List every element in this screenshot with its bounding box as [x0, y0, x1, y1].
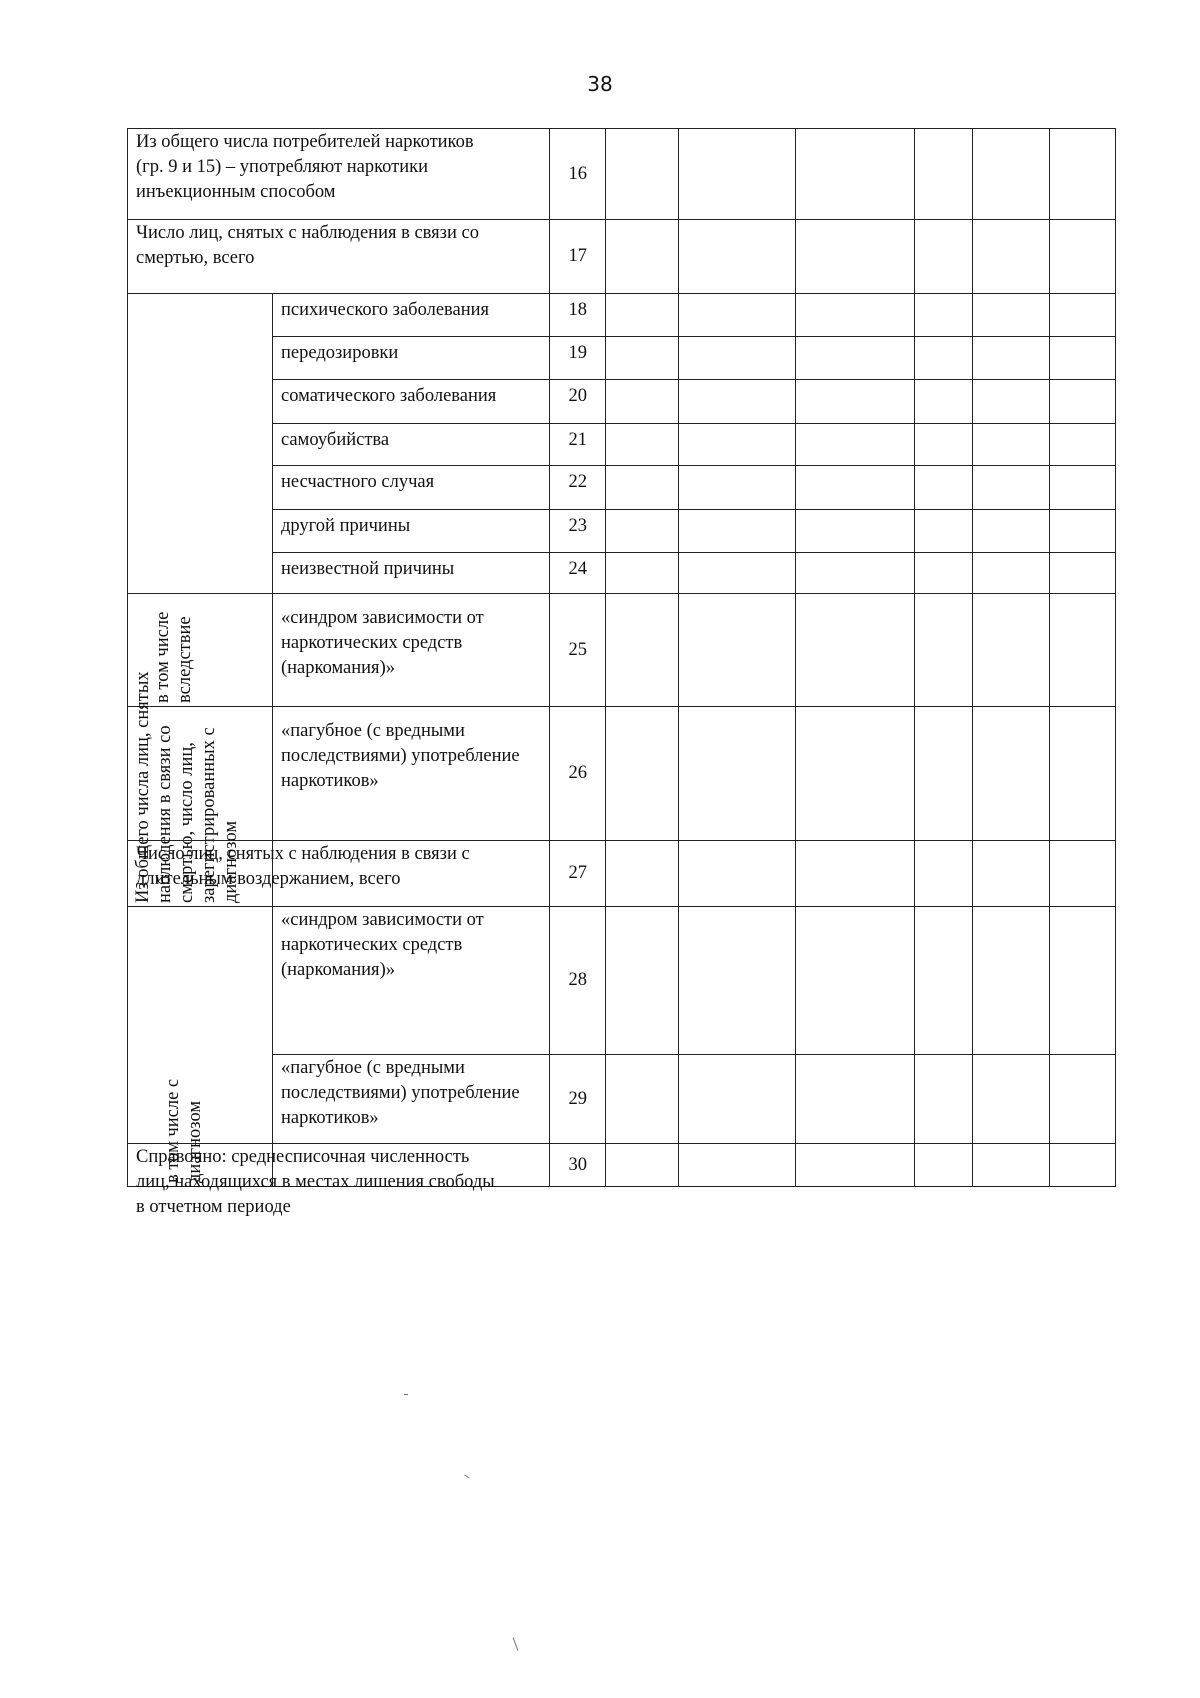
data-cell[interactable] — [795, 552, 915, 594]
group-label-line: смертью, число лиц, — [177, 742, 197, 903]
group-label-line: Из общего числа лиц, снятых — [133, 671, 153, 903]
data-cell[interactable] — [795, 465, 915, 510]
data-cell[interactable] — [605, 293, 679, 337]
data-cell[interactable] — [605, 906, 679, 1055]
row-label-line: последствиями) употребление — [281, 1083, 520, 1103]
data-cell[interactable] — [605, 1054, 679, 1144]
row-code — [549, 465, 606, 510]
data-cell[interactable] — [914, 706, 973, 841]
data-cell[interactable] — [795, 293, 915, 337]
group-label-line: в том числе с — [163, 1078, 183, 1183]
row-label-line: другой причины — [281, 516, 411, 536]
data-cell[interactable] — [972, 465, 1050, 510]
data-cell[interactable] — [795, 336, 915, 380]
row-code-number: 22 — [568, 472, 587, 492]
row-label — [272, 906, 550, 1055]
row-code — [549, 509, 606, 553]
data-cell[interactable] — [605, 840, 679, 907]
data-cell[interactable] — [678, 840, 796, 907]
row-code-number: 25 — [568, 639, 587, 660]
data-cell[interactable] — [678, 1143, 796, 1187]
row-code — [549, 706, 606, 841]
row-label-line: (наркомания)» — [281, 960, 395, 980]
row-label-line: длительным воздержанием, всего — [136, 869, 401, 889]
data-cell[interactable] — [678, 906, 796, 1055]
row-code-number: 17 — [568, 246, 587, 267]
data-cell[interactable] — [1049, 336, 1116, 380]
data-cell[interactable] — [605, 379, 679, 424]
row-code — [549, 336, 606, 380]
data-cell[interactable] — [914, 465, 973, 510]
data-cell[interactable] — [795, 840, 915, 907]
row-code-number: 27 — [568, 863, 587, 884]
row-label-line: «пагубное (с вредными — [281, 721, 465, 741]
scan-speck — [464, 1475, 470, 1479]
row-code-number: 23 — [568, 516, 587, 536]
row-label-line: «пагубное (с вредными — [281, 1058, 465, 1078]
data-cell[interactable] — [678, 1054, 796, 1144]
row-label-line: передозировки — [281, 343, 399, 363]
row-code-number: 28 — [568, 970, 587, 991]
data-cell[interactable] — [678, 128, 796, 220]
data-cell[interactable] — [605, 593, 679, 707]
row-code — [549, 379, 606, 424]
data-cell[interactable] — [1049, 1054, 1116, 1144]
data-cell[interactable] — [972, 906, 1050, 1055]
row-label — [127, 840, 550, 907]
data-cell[interactable] — [1049, 219, 1116, 294]
data-cell[interactable] — [678, 465, 796, 510]
row-label-line: наркотиков» — [281, 771, 379, 791]
data-cell[interactable] — [678, 706, 796, 841]
data-cell[interactable] — [914, 1054, 973, 1144]
data-cell[interactable] — [1049, 128, 1116, 220]
row-code — [549, 1054, 606, 1144]
data-cell[interactable] — [795, 128, 915, 220]
data-cell[interactable] — [795, 1143, 915, 1187]
data-cell[interactable] — [972, 1054, 1050, 1144]
row-label-line: инъекционным способом — [136, 182, 336, 202]
group-label-line: диагнозом — [221, 820, 241, 903]
page-number: 38 — [587, 72, 613, 96]
data-cell[interactable] — [1049, 706, 1116, 841]
group-label-line: наблюдения в связи со — [155, 725, 175, 903]
data-cell[interactable] — [678, 336, 796, 380]
row-code-number: 19 — [568, 343, 587, 363]
data-cell[interactable] — [914, 552, 973, 594]
row-code — [549, 128, 606, 220]
row-label — [127, 219, 550, 294]
data-cell[interactable] — [795, 1054, 915, 1144]
data-cell[interactable] — [795, 423, 915, 466]
row-code-number: 26 — [568, 763, 587, 784]
data-cell[interactable] — [605, 128, 679, 220]
row-label-line: смертью, всего — [136, 248, 255, 268]
row-label-line: (гр. 9 и 15) – употребляют наркотики — [136, 157, 429, 177]
row-label — [272, 1054, 550, 1144]
data-cell[interactable] — [914, 509, 973, 553]
row-label — [272, 509, 550, 553]
row-label-line: «синдром зависимости от — [281, 608, 484, 628]
row-label-line: соматического заболевания — [281, 386, 497, 406]
row-code — [549, 552, 606, 594]
data-cell[interactable] — [972, 293, 1050, 337]
form-table — [127, 128, 1115, 1217]
data-cell[interactable] — [972, 1143, 1050, 1187]
row-code — [549, 1143, 606, 1187]
data-cell[interactable] — [1049, 509, 1116, 553]
data-cell[interactable] — [605, 552, 679, 594]
data-cell[interactable] — [795, 593, 915, 707]
row-code-number: 20 — [568, 386, 587, 406]
row-label — [127, 1143, 550, 1217]
data-cell[interactable] — [1049, 293, 1116, 337]
row-label — [272, 593, 550, 707]
data-cell[interactable] — [914, 423, 973, 466]
group-label-line: диагнозом — [185, 1100, 205, 1183]
row-label-line: Из общего числа потребителей наркотиков — [136, 132, 474, 152]
data-cell[interactable] — [972, 219, 1050, 294]
data-cell[interactable] — [605, 465, 679, 510]
data-cell[interactable] — [1049, 840, 1116, 907]
data-cell[interactable] — [795, 219, 915, 294]
data-cell[interactable] — [914, 840, 973, 907]
row-label — [272, 465, 550, 510]
row-label-line: в отчетном периоде — [136, 1197, 291, 1217]
data-cell[interactable] — [914, 336, 973, 380]
row-label-line: Число лиц, снятых с наблюдения в связи со — [136, 223, 479, 243]
data-cell[interactable] — [914, 1143, 973, 1187]
data-cell[interactable] — [1049, 906, 1116, 1055]
data-cell[interactable] — [678, 552, 796, 594]
data-cell[interactable] — [678, 593, 796, 707]
row-code-number: 24 — [568, 559, 587, 579]
group-label-line: в том числе — [153, 611, 173, 703]
group-label-line: вследствие — [175, 616, 195, 703]
row-code-number: 16 — [568, 163, 587, 184]
row-label-line: наркотических средств — [281, 633, 463, 653]
data-cell[interactable] — [914, 906, 973, 1055]
row-label-line: наркотиков» — [281, 1108, 379, 1128]
data-cell[interactable] — [795, 906, 915, 1055]
row-code — [549, 840, 606, 907]
data-cell[interactable] — [678, 293, 796, 337]
data-cell[interactable] — [1049, 423, 1116, 466]
row-label-line: (наркомания)» — [281, 658, 395, 678]
row-label — [272, 706, 550, 841]
row-code-number: 30 — [568, 1154, 587, 1175]
row-code — [549, 593, 606, 707]
group-label-line: зарегистрированных с — [199, 727, 219, 903]
row-label — [272, 552, 550, 594]
row-code-number: 29 — [568, 1088, 587, 1109]
row-label — [272, 423, 550, 466]
data-cell[interactable] — [972, 593, 1050, 707]
row-label — [127, 128, 550, 220]
data-cell[interactable] — [605, 706, 679, 841]
data-cell[interactable] — [605, 423, 679, 466]
data-cell[interactable] — [605, 336, 679, 380]
row-label-line: наркотических средств — [281, 935, 463, 955]
row-label — [272, 293, 550, 337]
row-label — [272, 336, 550, 380]
row-label-line: последствиями) употребление — [281, 746, 520, 766]
data-cell[interactable] — [795, 509, 915, 553]
data-cell[interactable] — [678, 379, 796, 424]
row-label-line: Число лиц, снятых с наблюдения в связи с — [136, 844, 470, 864]
row-label — [272, 379, 550, 424]
data-cell[interactable] — [605, 1143, 679, 1187]
row-code — [549, 423, 606, 466]
data-cell[interactable] — [972, 128, 1050, 220]
data-cell[interactable] — [972, 509, 1050, 553]
data-cell[interactable] — [914, 379, 973, 424]
row-label-line: неизвестной причины — [281, 559, 455, 579]
row-code — [549, 906, 606, 1055]
data-cell[interactable] — [914, 593, 973, 707]
data-cell[interactable] — [972, 379, 1050, 424]
row-label-line: «синдром зависимости от — [281, 910, 484, 930]
data-cell[interactable] — [914, 128, 973, 220]
row-label-line: несчастного случая — [281, 472, 435, 492]
data-cell[interactable] — [1049, 593, 1116, 707]
data-cell[interactable] — [972, 336, 1050, 380]
data-cell[interactable] — [1049, 1143, 1116, 1187]
data-cell[interactable] — [1049, 465, 1116, 510]
data-cell[interactable] — [972, 552, 1050, 594]
row-label-line: психического заболевания — [281, 300, 490, 320]
data-cell[interactable] — [605, 219, 679, 294]
scan-speck — [513, 1637, 519, 1650]
data-cell[interactable] — [972, 840, 1050, 907]
data-cell[interactable] — [678, 509, 796, 553]
data-cell[interactable] — [795, 706, 915, 841]
data-cell[interactable] — [1049, 552, 1116, 594]
scan-speck — [404, 1394, 408, 1395]
row-code — [549, 293, 606, 337]
data-cell[interactable] — [678, 219, 796, 294]
row-code — [549, 219, 606, 294]
data-cell[interactable] — [914, 219, 973, 294]
row-label-line: Справочно: среднесписочная численность — [136, 1147, 470, 1167]
data-cell[interactable] — [678, 423, 796, 466]
data-cell[interactable] — [605, 509, 679, 553]
data-cell[interactable] — [914, 293, 973, 337]
row-label-line: лиц, находящихся в местах лишения свободы — [136, 1172, 495, 1192]
data-cell[interactable] — [795, 379, 915, 424]
data-cell[interactable] — [1049, 379, 1116, 424]
data-cell[interactable] — [972, 423, 1050, 466]
row-code-number: 21 — [568, 430, 587, 450]
data-cell[interactable] — [972, 706, 1050, 841]
row-code-number: 18 — [568, 300, 587, 320]
row-label-line: самоубийства — [281, 430, 390, 450]
